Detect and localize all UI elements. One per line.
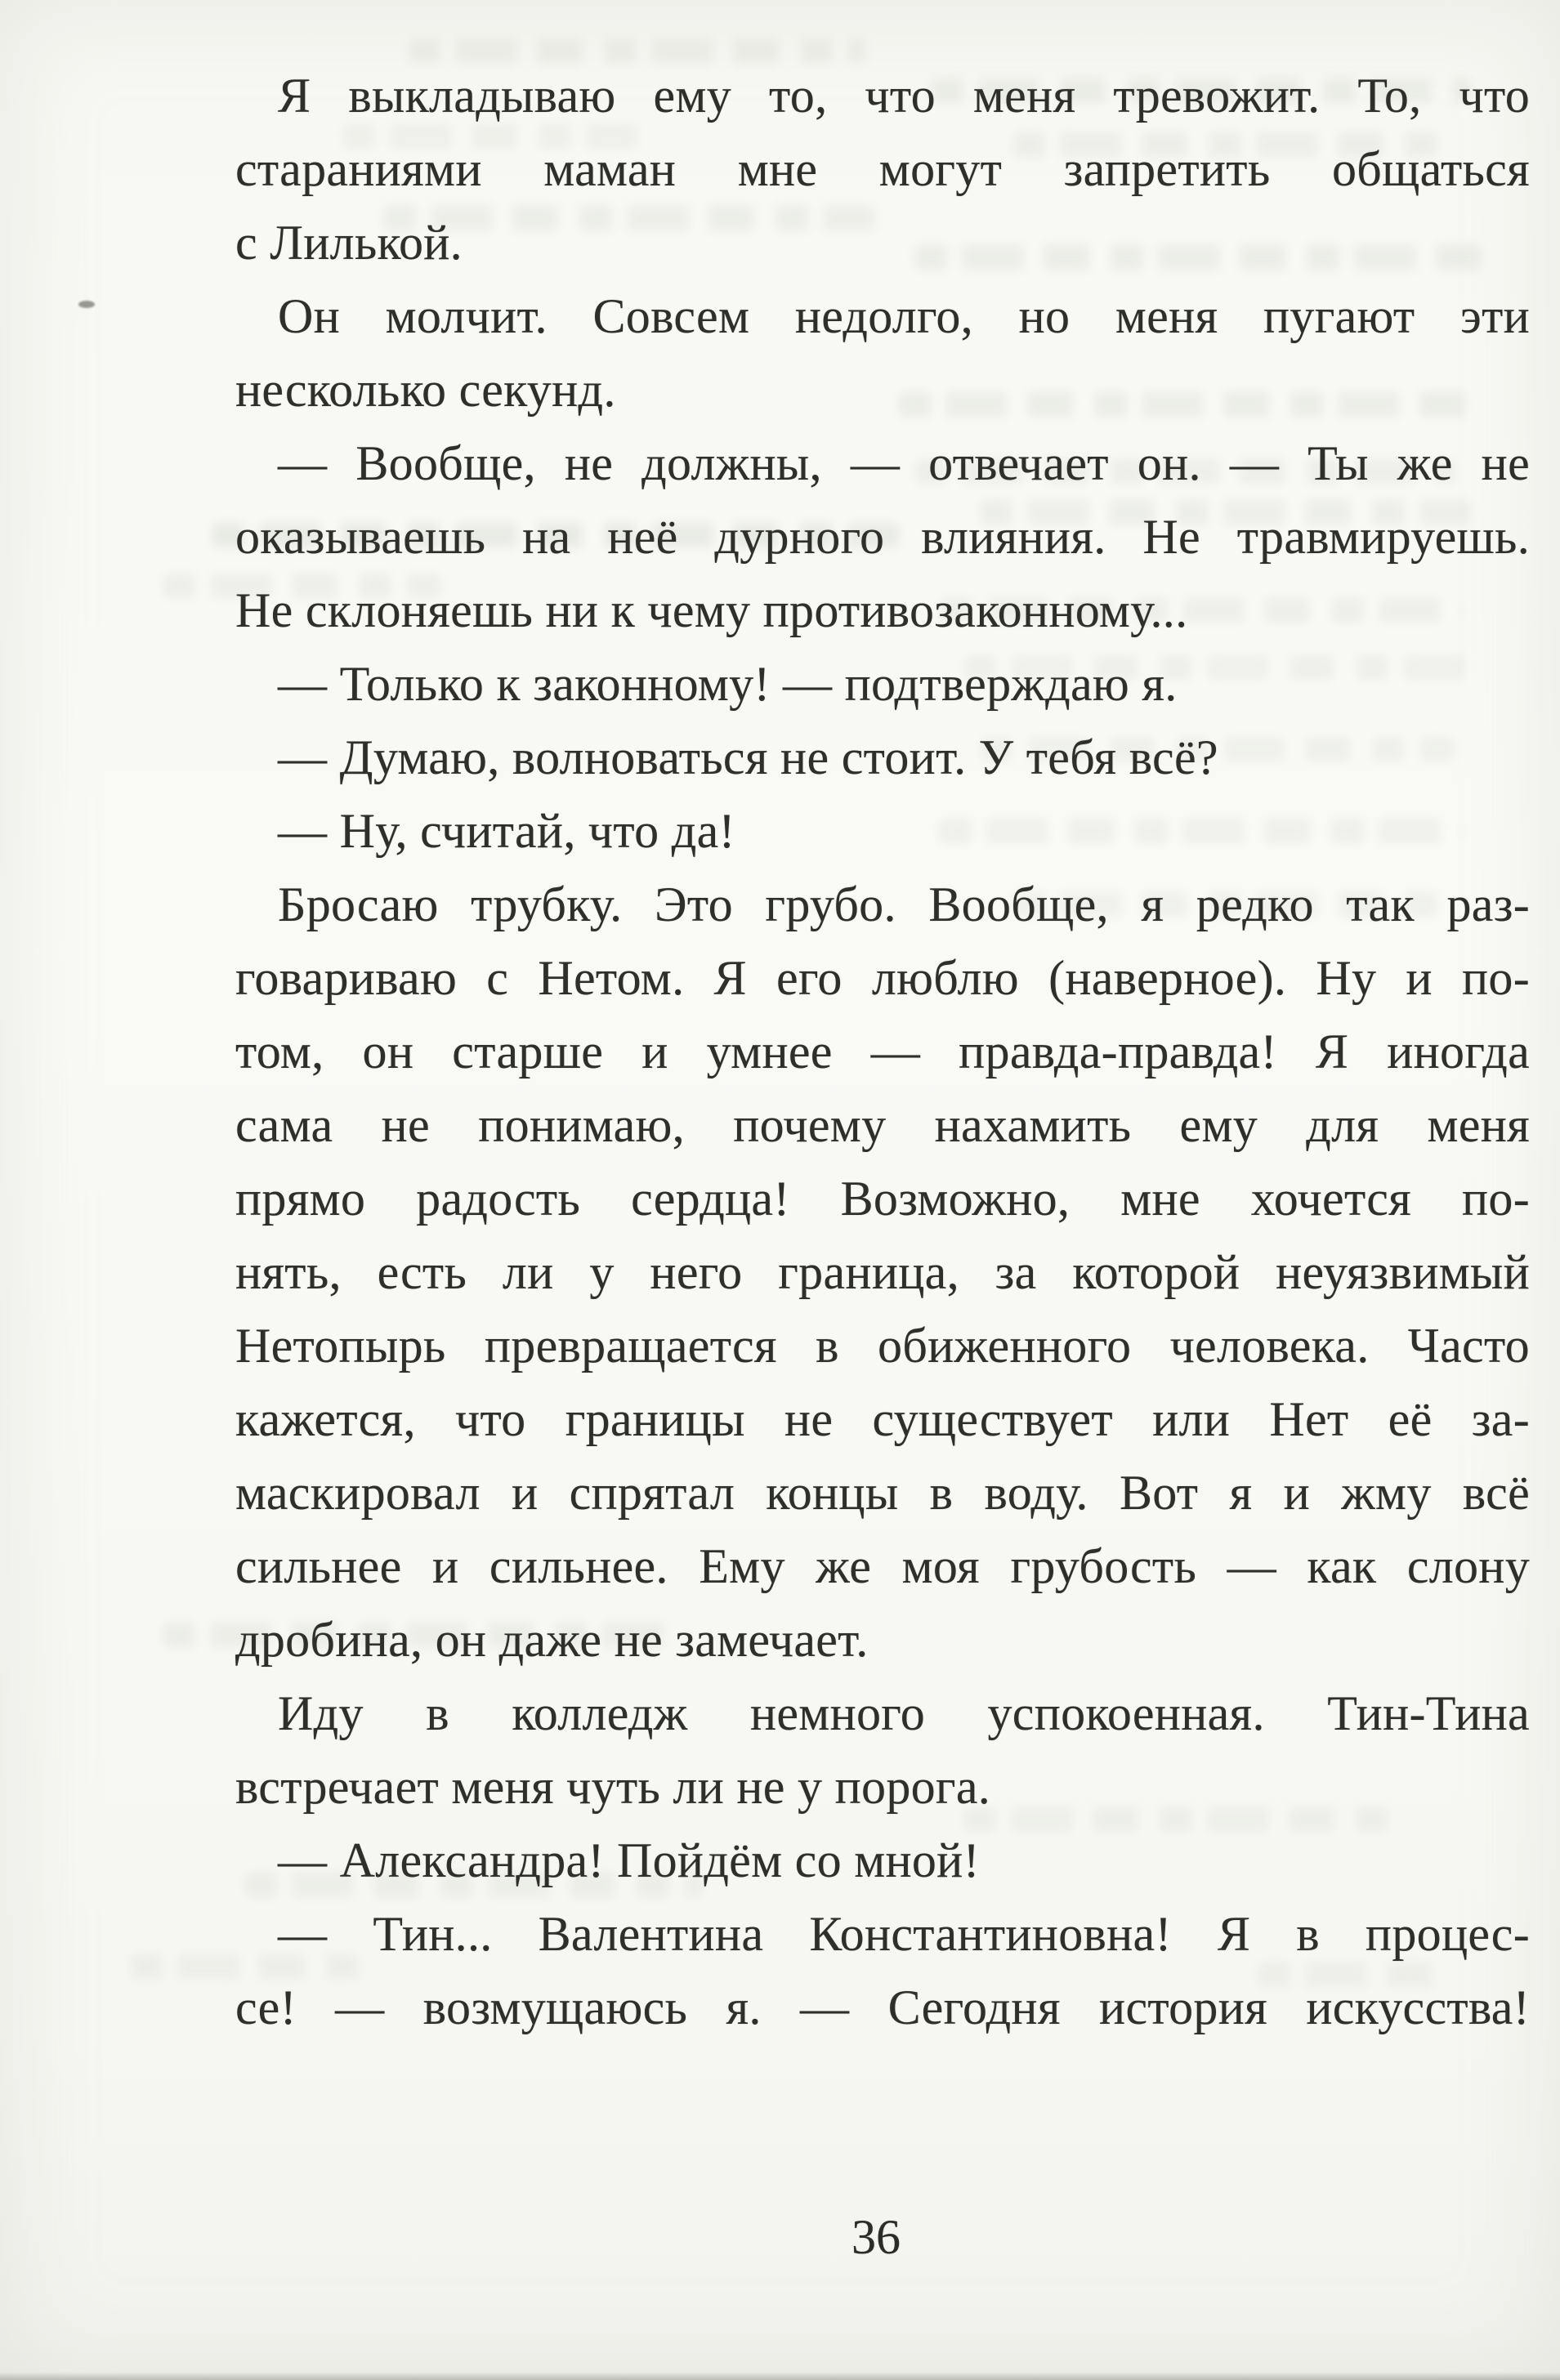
page-number: 36 (852, 2210, 901, 2264)
text-line: сильнее и сильнее. Ему же моя грубость — как слону (235, 1539, 1530, 1593)
text-line: — Тин... Валентина Константиновна! Я в процес- (278, 1907, 1530, 1961)
text-line: Бросаю трубку. Это грубо. Вообще, я редко так раз- (278, 877, 1530, 931)
text-line: оказываешь на неё дурного влияния. Не травмируешь. (235, 510, 1530, 564)
text-line: кажется, что границы не существует или Нет её за- (235, 1392, 1530, 1446)
text-line: с Лилькой. (235, 216, 463, 270)
text-line: стараниями маман мне могут запретить общаться (235, 142, 1530, 196)
text-line: — Ну, считай, что да! (278, 804, 735, 858)
text-line: том, он старше и умнее — правда-правда! Я иногда (235, 1025, 1530, 1078)
text-line: говариваю с Нетом. Я его люблю (наверное). Ну и по- (235, 951, 1530, 1005)
text-line: встречает меня чуть ли не у порога. (235, 1760, 991, 1814)
text-line: Нетопырь превращается в обиженного человека. Часто (235, 1319, 1530, 1373)
scan-speck (78, 301, 95, 308)
text-line: Я выкладываю ему то, что меня тревожит. То, что (278, 69, 1530, 123)
text-line: нять, есть ли у него граница, за которой неуязвимый (235, 1245, 1530, 1299)
text-line: прямо радость сердца! Возможно, мне хочется по- (235, 1172, 1530, 1226)
text-line: несколько секунд. (235, 363, 616, 417)
text-line: — Вообще, не должны, — отвечает он. — Ты же не (278, 436, 1530, 490)
text-line: — Только к законному! — подтверждаю я. (278, 657, 1178, 711)
text-line: се! — возмущаюсь я. — Сегодня история искусства! (235, 1980, 1530, 2034)
text-line: сама не понимаю, почему нахамить ему для меня (235, 1098, 1530, 1152)
text-line: — Александра! Пойдём со мной! (278, 1833, 980, 1887)
text-line: дробина, он даже не замечает. (235, 1613, 869, 1667)
text-block (235, 59, 1530, 2044)
text-line: Он молчит. Совсем недолго, но меня пугают эти (278, 289, 1530, 343)
scan-edge-shadow (0, 2372, 1560, 2380)
text-line: Не склоняешь ни к чему противозаконному... (235, 583, 1188, 637)
text-line: Иду в колледж немного успокоенная. Тин-Тина (278, 1686, 1530, 1740)
text-line: — Думаю, волноваться не стоит. У тебя всё? (278, 730, 1218, 784)
text-line: маскировал и спрятал концы в воду. Вот я и жму всё (235, 1466, 1530, 1520)
